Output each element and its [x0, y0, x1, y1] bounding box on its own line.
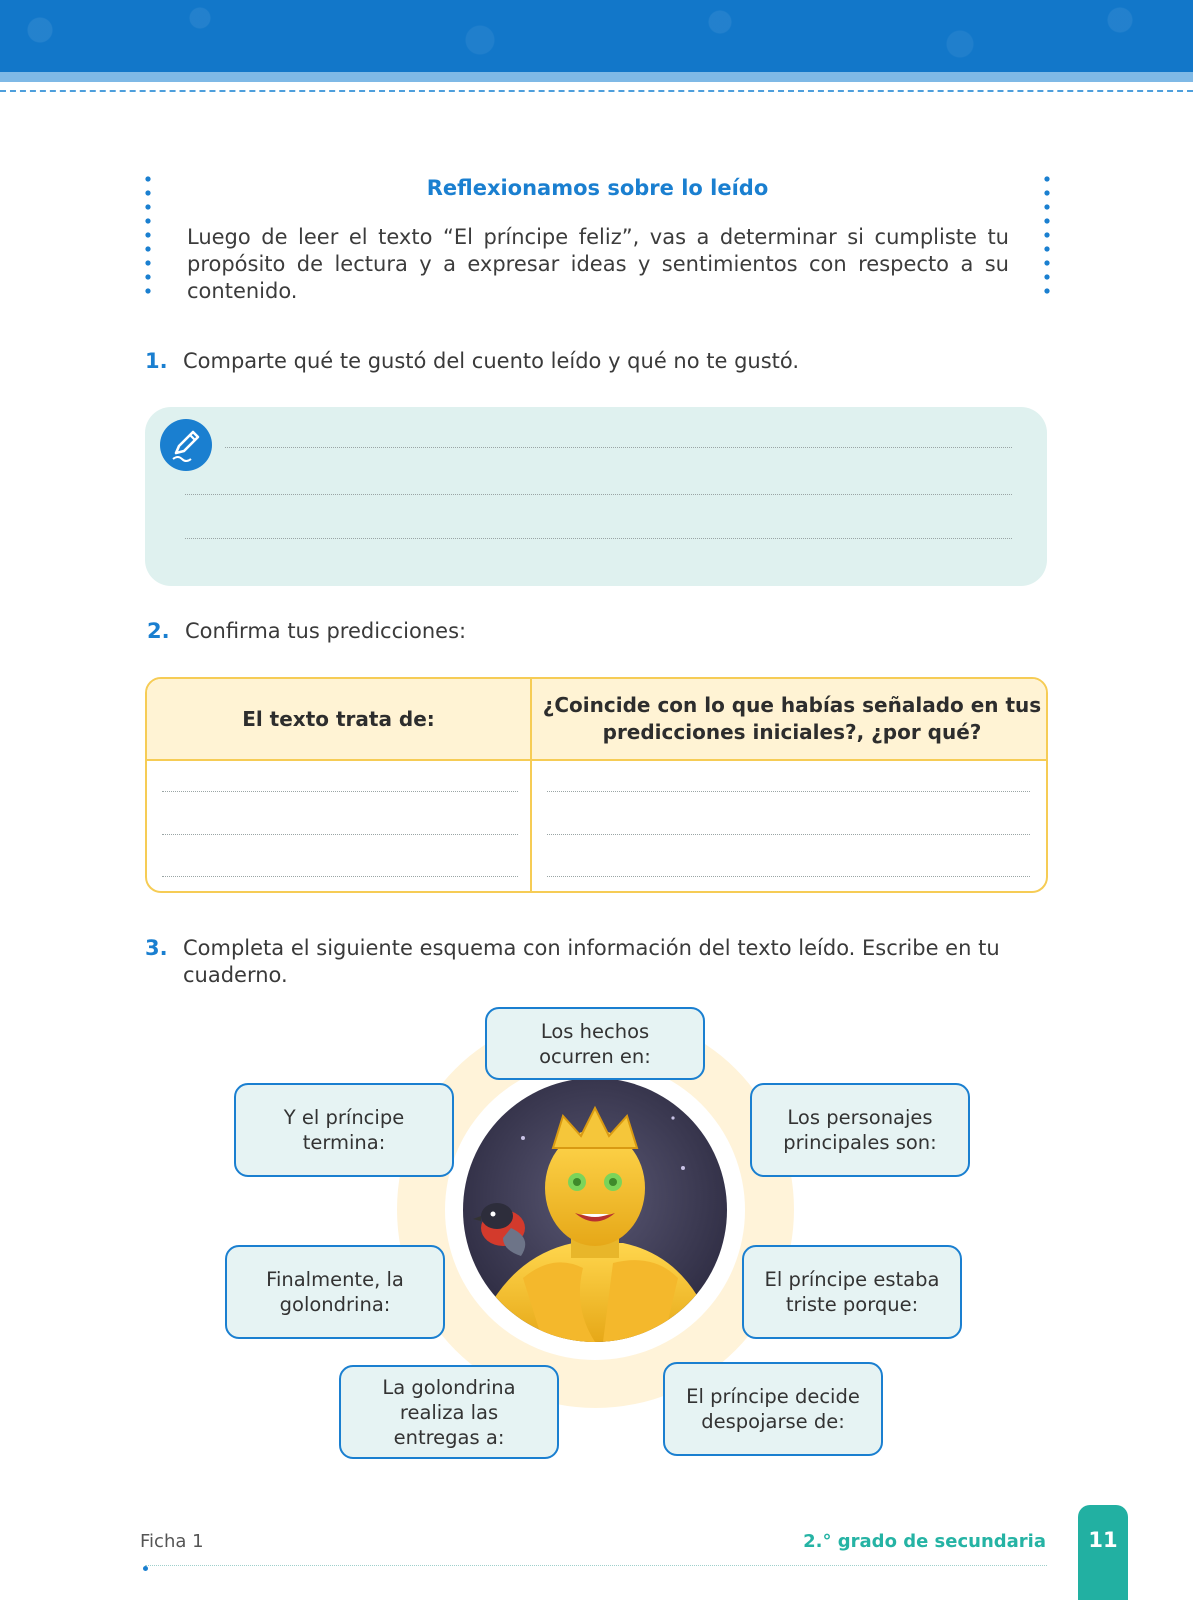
question-number: 2. — [147, 619, 170, 643]
answer-line[interactable] — [547, 876, 1030, 877]
question-2 — [147, 619, 466, 643]
page-number: 11 — [1078, 1505, 1128, 1600]
diagram-node-decision: El príncipe decide despojarse de: — [663, 1362, 883, 1456]
diagram-node-sadness-reason: El príncipe estaba triste porque: — [742, 1245, 962, 1339]
table-column-divider — [530, 679, 532, 891]
diagram-node-deliveries: La golondrina realiza las entregas a: — [339, 1365, 559, 1459]
happy-prince-illustration — [463, 1078, 727, 1342]
footer-dot — [143, 1566, 148, 1571]
answer-line[interactable] — [185, 538, 1012, 539]
answer-line[interactable] — [162, 791, 518, 792]
answer-line[interactable] — [547, 834, 1030, 835]
question-text: Confirma tus predicciones: — [185, 619, 467, 643]
predictions-table — [145, 677, 1048, 893]
header-stripe — [0, 72, 1193, 82]
question-number: 3. — [145, 936, 168, 960]
diagram-node-characters: Los personajes principales son: — [750, 1083, 970, 1177]
answer-line[interactable] — [162, 834, 518, 835]
question-number: 1. — [145, 349, 168, 373]
question-3 — [145, 935, 1050, 989]
footer-grade-label: 2.° grado de secundaria — [803, 1531, 1046, 1552]
question-text: Completa el siguiente esquema con información del texto leído. Escribe en tu cuaderno. — [183, 936, 1000, 987]
intro-paragraph: Luego de leer el texto “El príncipe feliz”, vas a determinar si cumpliste tu propósito de lectura y a expresar ideas y sentimientos con respecto a su contenido. — [187, 225, 1009, 303]
answer-line[interactable] — [547, 791, 1030, 792]
answer-line[interactable] — [185, 494, 1012, 495]
intro-section — [145, 172, 1050, 302]
pencil-icon — [160, 419, 212, 471]
header-banner — [0, 0, 1193, 72]
question-text: Comparte qué te gustó del cuento leído y qué no te gustó. — [183, 349, 800, 373]
diagram-node-place: Los hechos ocurren en: — [485, 1007, 705, 1080]
answer-line[interactable] — [225, 447, 1012, 448]
header-dashed-divider — [0, 90, 1193, 92]
diagram-node-prince-end: Y el príncipe termina: — [234, 1083, 454, 1177]
section-title: Reflexionamos sobre lo leído — [426, 176, 769, 200]
footer-worksheet-label: Ficha 1 — [140, 1531, 204, 1552]
table-header-prediction: ¿Coincide con lo que habías señalado en tus predicciones iniciales?, ¿por qué? — [542, 693, 1042, 744]
diagram-node-swallow-end: Finalmente, la golondrina: — [225, 1245, 445, 1339]
footer-divider — [145, 1565, 1047, 1566]
answer-box-1[interactable] — [145, 407, 1047, 586]
table-header-content: El texto trata de: — [242, 707, 435, 731]
question-1 — [145, 349, 799, 373]
answer-line[interactable] — [162, 876, 518, 877]
